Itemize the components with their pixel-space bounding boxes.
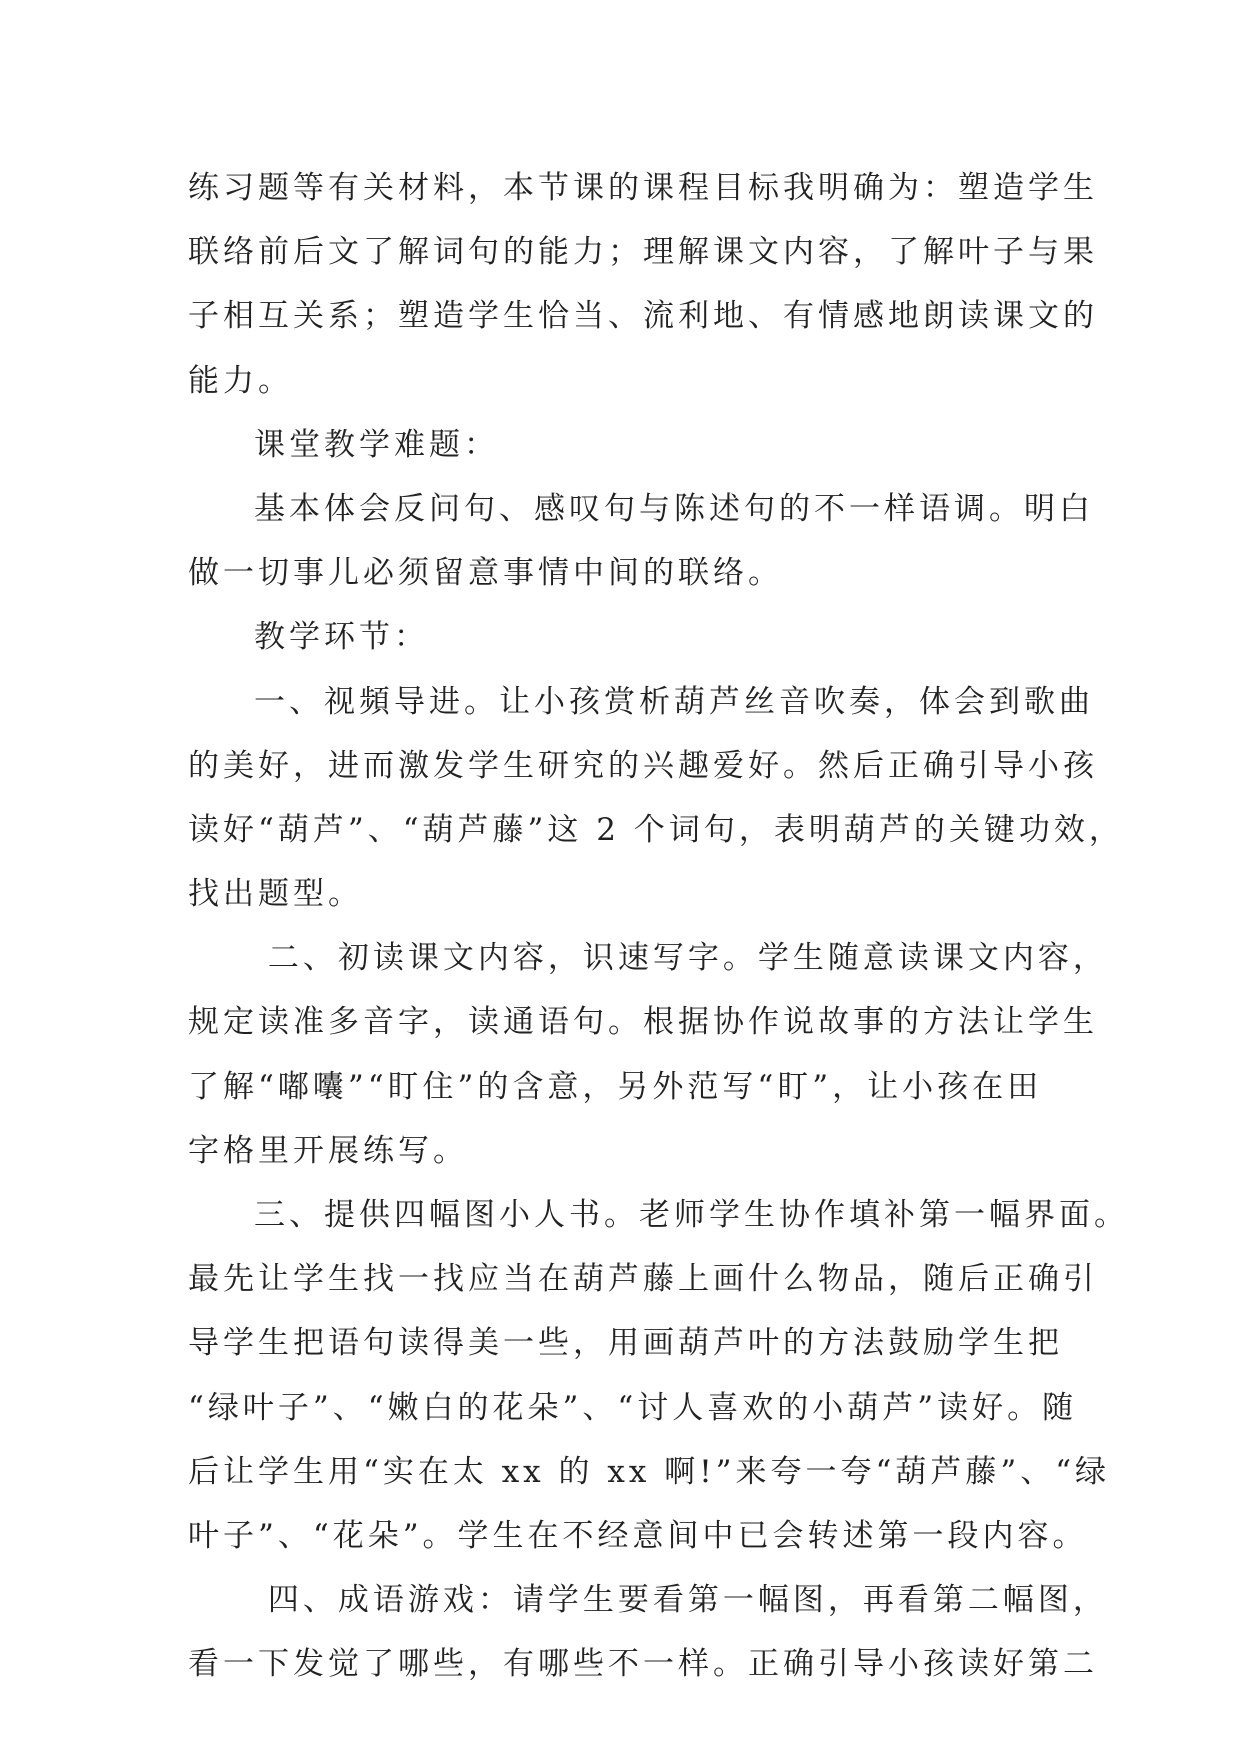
text-line: 了解“嘟囔”“盯住”的含意，另外范写“盯”，让小孩在田: [188, 1068, 1043, 1105]
text-line: 的美好，进而激发学生研究的兴趣爱好。然后正确引导小孩: [188, 747, 1098, 784]
text-line: 基本体会反问句、感叹句与陈述句的不一样语调。明白: [254, 490, 1094, 527]
paragraph-step-1: [188, 670, 1124, 927]
body-text: [188, 156, 1129, 1697]
paragraph-step-4: [188, 1568, 1108, 1696]
text-line: 看一下发觉了哪些，有哪些不一样。正确引导小孩读好第二: [188, 1646, 1098, 1683]
text-line: 一、视頻导进。让小孩赏析葫芦丝音吹奏，体会到歌曲: [254, 683, 1094, 720]
text-line: 后让学生用“实在太 xx 的 xx 啊!”来夸一夸“葫芦藤”、“绿: [188, 1453, 1111, 1490]
text-line: 叶子”、“花朵”。学生在不经意间中已会转述第一段内容。: [188, 1517, 1088, 1554]
text-line: 找出题型。: [188, 876, 363, 913]
text-line: 读好“葫芦”、“葫芦藤”这 2 个词句，表明葫芦的关键功效，: [188, 811, 1124, 848]
text-line: 联络前后文了解词句的能力；理解课文内容，了解叶子与果: [188, 234, 1098, 271]
text-line: 规定读准多音字，读通语句。根据协作说故事的方法让学生: [188, 1004, 1098, 1041]
text-line: 最先让学生找一找应当在葫芦藤上画什么物品，随后正确引: [188, 1261, 1098, 1298]
text-line: “绿叶子”、“嫩白的花朵”、“讨人喜欢的小葫芦”读好。随: [188, 1389, 1078, 1426]
paragraph-difficulty-body: [188, 477, 1094, 605]
paragraph-steps-heading: [188, 605, 1056, 669]
paragraph-step-3: [188, 1183, 1129, 1568]
text-line: 能力。: [188, 362, 293, 399]
section-heading: 课堂教学难题：: [254, 426, 499, 463]
paragraph-objectives: [188, 156, 1098, 413]
text-line: 练习题等有关材料，本节课的课程目标我明确为：塑造学生: [188, 170, 1098, 206]
text-line: 子相互关系；塑造学生恰当、流利地、有情感地朗读课文的: [188, 298, 1098, 335]
text-line: 二、初读课文内容，识速写字。学生随意读课文内容，: [254, 940, 1108, 977]
section-heading: 教学环节：: [254, 619, 429, 656]
text-line: 三、提供四幅图小人书。老师学生协作填补第一幅界面。: [254, 1197, 1129, 1233]
text-line: 导学生把语句读得美一些，用画葫芦叶的方法鼓励学生把: [188, 1325, 1063, 1362]
paragraph-difficulty-heading: [188, 413, 1056, 477]
paragraph-step-2: [188, 926, 1108, 1183]
text-line: 字格里开展练写。: [188, 1132, 468, 1169]
text-line: 四、成语游戏：请学生要看第一幅图，再看第二幅图，: [254, 1582, 1108, 1619]
text-line: 做一切事儿必须留意事情中间的联络。: [188, 555, 783, 592]
